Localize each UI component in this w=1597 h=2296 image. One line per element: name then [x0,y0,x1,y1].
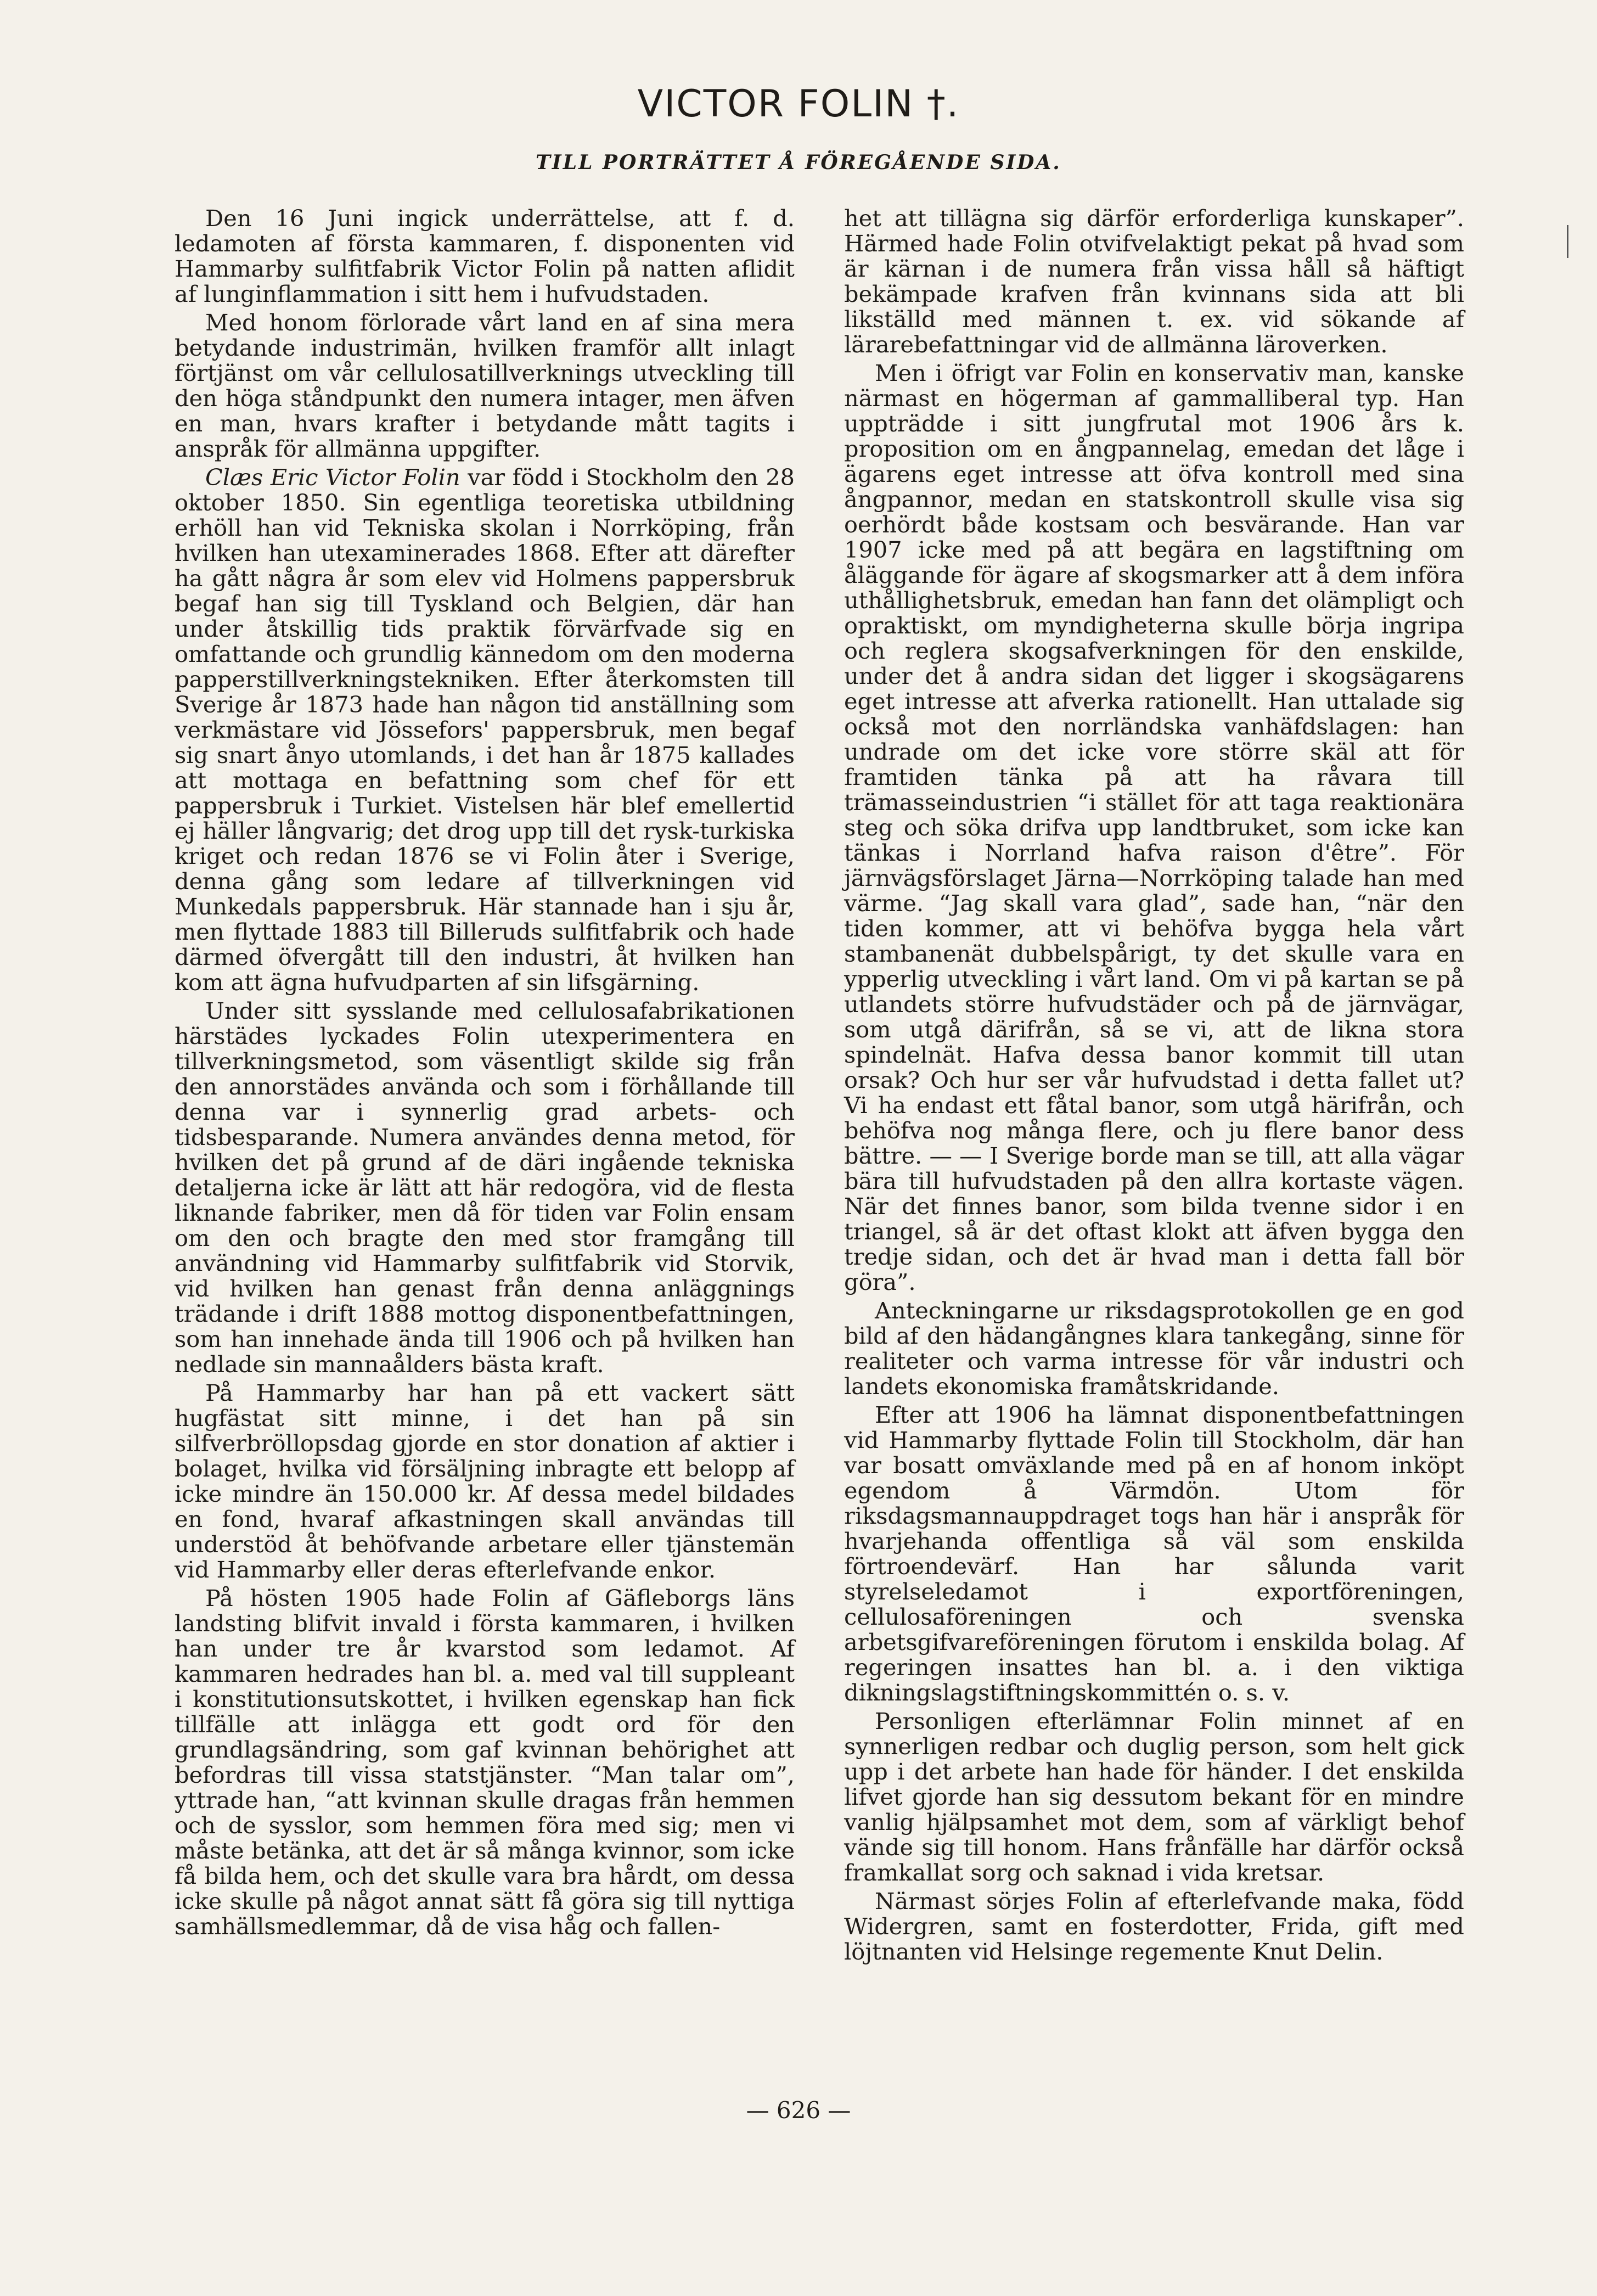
paragraph: Under sitt sysslande med cellulosafabrikationen härstädes lyckades Folin utexperimentera en tillverkningsmetod, som väsentligt skilde sig från den annorstädes använda och som i förhållande till denna var i synnerlig grad arbets- och tidsbesparande. Numera användes denna metod, för hvilken det på grund af de däri ingående tekniska detaljerna icke är lätt att här redogöra, vid de flesta liknande fabriker, men då för tiden var Folin ensam om den och bragte den med stor framgång till användning vid Hammarby sulfitfabrik vid Storvik, vid hvilken han genast från denna anläggnings trädande i drift 1888 mottog disponentbefattningen, som han innehade ända till 1906 och på hvilken han nedlade sin mannaålders bästa kraft. [175,997,795,1378]
paragraph: Clæs Eric Victor Folin var född i Stockholm den 28 oktober 1850. Sin egentliga teoretiska utbildning erhöll han vid Tekniska skolan i Norrköping, från hvilken han utexaminerades 1868. Efter att därefter ha gått några år som elev vid Holmens pappersbruk begaf han sig till Tyskland och Belgien, där han under åtskillig tids praktik förvärfvade sig en omfattande och grundlig kännedom om den moderna papperstillverkningstekniken. Efter återkomsten till Sverige år 1873 hade han någon tid anställning som verkmästare vid Jössefors' pappersbruk, men begaf sig snart ånyo utomlands, i det han år 1875 kallades att mottaga en befattning som chef för ett pappersbruk i Turkiet. Vistelsen här blef emellertid ej häller långvarig; det drog upp till det rysk-turkiska kriget och redan 1876 se vi Folin åter i Sverige, denna gång som ledare af tillverkningen vid Munkedals pappersbruk. Här stannade han i sju år, men flyttade 1883 till Billeruds sulfitfabrik och hade därmed öfvergått till den industri, åt hvilken han kom att ägna hufvudparten af sin lifsgärning. [175,464,795,996]
name-lead: Clæs Eric Victor Folin [205,464,460,491]
paragraph: På hösten 1905 hade Folin af Gäfleborgs läns landsting blifvit invald i första kammaren, i hvilken han under tre år kvarstod som ledamot. Af kammaren hedrades han bl. a. med val till suppleant i konstitutionsutskottet, i hvilken egenskap han fick tillfälle att inlägga ett godt ord för den grundlagsändring, som gaf kvinnan behörighet att befordras till vissa statstjänster. “Man talar om”, yttrade han, “att kvinnan skulle dragas från hemmen och de sysslor, som hemmen föra med sig; men vi måste betänka, att det är så många kvinnor, som icke få bilda hem, och det skulle vara bra hårdt, om dessa icke skulle på något annat sätt få göra sig till nyttiga samhällsmedlemmar, då de visa håg och fallen- [175,1585,795,1940]
right-column [844,206,1464,1968]
paragraph: Med honom förlorade vårt land en af sina mera betydande industrimän, hvilken framför allt inlagt förtjänst om vår cellulosatillverknings utveckling till den höga ståndpunkt den numera intager, men äfven en man, hvars krafter i betydande mått tagits i anspråk för allmänna uppgifter. [175,309,795,462]
left-column [175,206,795,1943]
paragraph: Men i öfrigt var Folin en konservativ man, kanske närmast en högerman af gammalliberal typ. Han uppträdde i sitt jungfrutal mot 1906 års k. proposition om en ångpannelag, emedan det låge i ägarens eget intresse att öfva kontroll med sina ångpannor, medan en statskontroll skulle visa sig oerhördt både kostsam och besvärande. Han var 1907 icke med på att begära en lagstiftning om åläggande för ägare af skogsmarker att å dem införa uthållighetsbruk, emedan han fann det olämpligt och opraktiskt, om myndigheterna skulle börja ingripa och reglera skogsafverkningen för den enskilde, under det å andra sidan det ligger i skogsägarens eget intresse att afverka rationellt. Han uttalade sig också mot den norrländska vanhäfdslagen: han undrade om det icke vore större skäl att för framtiden tänka på att ha råvara till trämasseindustrien “i stället för att taga reaktionära steg och söka drifva upp landtbruket, som icke kan tänkas i Norrland hafva raison d'être”. För järnvägsförslaget Järna—Norrköping talade han med värme. “Jag skall vara glad”, sade han, “när den tiden kommer, att vi behöfva bygga hela vårt stambanenät dubbelspårigt, ty det skulle vara en ypperlig utveckling i vårt land. Om vi på kartan se på utlandets större hufvudstäder och på de järnvägar, som utgå därifrån, så se vi, att de likna stora spindelnät. Hafva dessa banor kommit till utan orsak? Och hur ser vår hufvudstad i detta fallet ut? Vi ha endast ett fåtal banor, som utgå härifrån, och behöfva nog många flere, och ju flere banor dess bättre. — — I Sverige borde man se till, att alla vägar bära till hufvudstaden på den allra kortaste vägen. När det finnes banor, som bilda tvenne sidor i en triangel, så är det oftast klokt att äfven bygga den tredje sidan, och det är hvad man i detta fall bör göra”. [844,360,1464,1295]
paragraph: Personligen efterlämnar Folin minnet af en synnerligen redbar och duglig person, som helt gick upp i det arbete han hade för händer. I det enskilda lifvet gjorde han sig dessutom bekant för en mindre vanlig hjälpsamhet mot dem, som af värkligt behof vände sig till honom. Hans frånfälle har därför också framkallat sorg och saknad i vida kretsar. [844,1708,1464,1886]
page-number: — 626 — [746,2097,851,2124]
margin-mark [1567,225,1568,258]
article-title: VICTOR FOLIN †. [637,82,960,126]
paragraph: Den 16 Juni ingick underrättelse, att f. d. ledamoten af första kammaren, f. disponenten vid Hammarby sulfitfabrik Victor Folin på natten aflidit af lunginflammation i sitt hem i hufvudstaden. [175,205,795,307]
paragraph: På Hammarby har han på ett vackert sätt hugfästat sitt minne, i det han på sin silfverbröllopsdag gjorde en stor donation af aktier i bolaget, hvilka vid försäljning inbragte ett belopp af icke mindre än 150.000 kr. Af dessa medel bildades en fond, hvaraf afkastningen skall användas till understöd åt behöfvande arbetare eller tjänstemän vid Hammarby eller deras efterlefvande enkor. [175,1379,795,1583]
paragraph-continued: het att tillägna sig därför erforderliga kunskaper”. Härmed hade Folin otvifvelaktigt pekat på hvad som är kärnan i de numera från vissa håll så häftigt bekämpade krafven från kvinnans sida att bli likställd med männen t. ex. vid sökande af lärarebefattningar vid de allmänna läroverken. [844,205,1464,358]
paragraph: Efter att 1906 ha lämnat disponentbefattningen vid Hammarby flyttade Folin till Stockholm, där han var bosatt omväxlande med på en af honom inköpt egendom å Värmdön. Utom för riksdagsmannauppdraget togs han här i anspråk för hvarjehanda offentliga så väl som enskilda förtroendevärf. Han har sålunda varit styrelseledamot i exportföreningen, cellulosaföreningen och svenska arbetsgifvareföreningen förutom i enskilda bolag. Af regeringen insattes han bl. a. i den viktiga dikningslagstiftningskommittén o. s. v. [844,1401,1464,1706]
article-subtitle: TILL PORTRÄTTET Å FÖREGÅENDE SIDA. [536,151,1061,174]
paragraph: Närmast sörjes Folin af efterlefvande maka, född Widergren, samt en fosterdotter, Frida, gift med löjtnanten vid Helsinge regemente Knut Delin. [844,1888,1464,1965]
paragraph: Anteckningarne ur riksdagsprotokollen ge en god bild af den hädangångnes klara tankegång, sinne för realiteter och varma intresse för vår industri och landets ekonomiska framåtskridande. [844,1297,1464,1400]
